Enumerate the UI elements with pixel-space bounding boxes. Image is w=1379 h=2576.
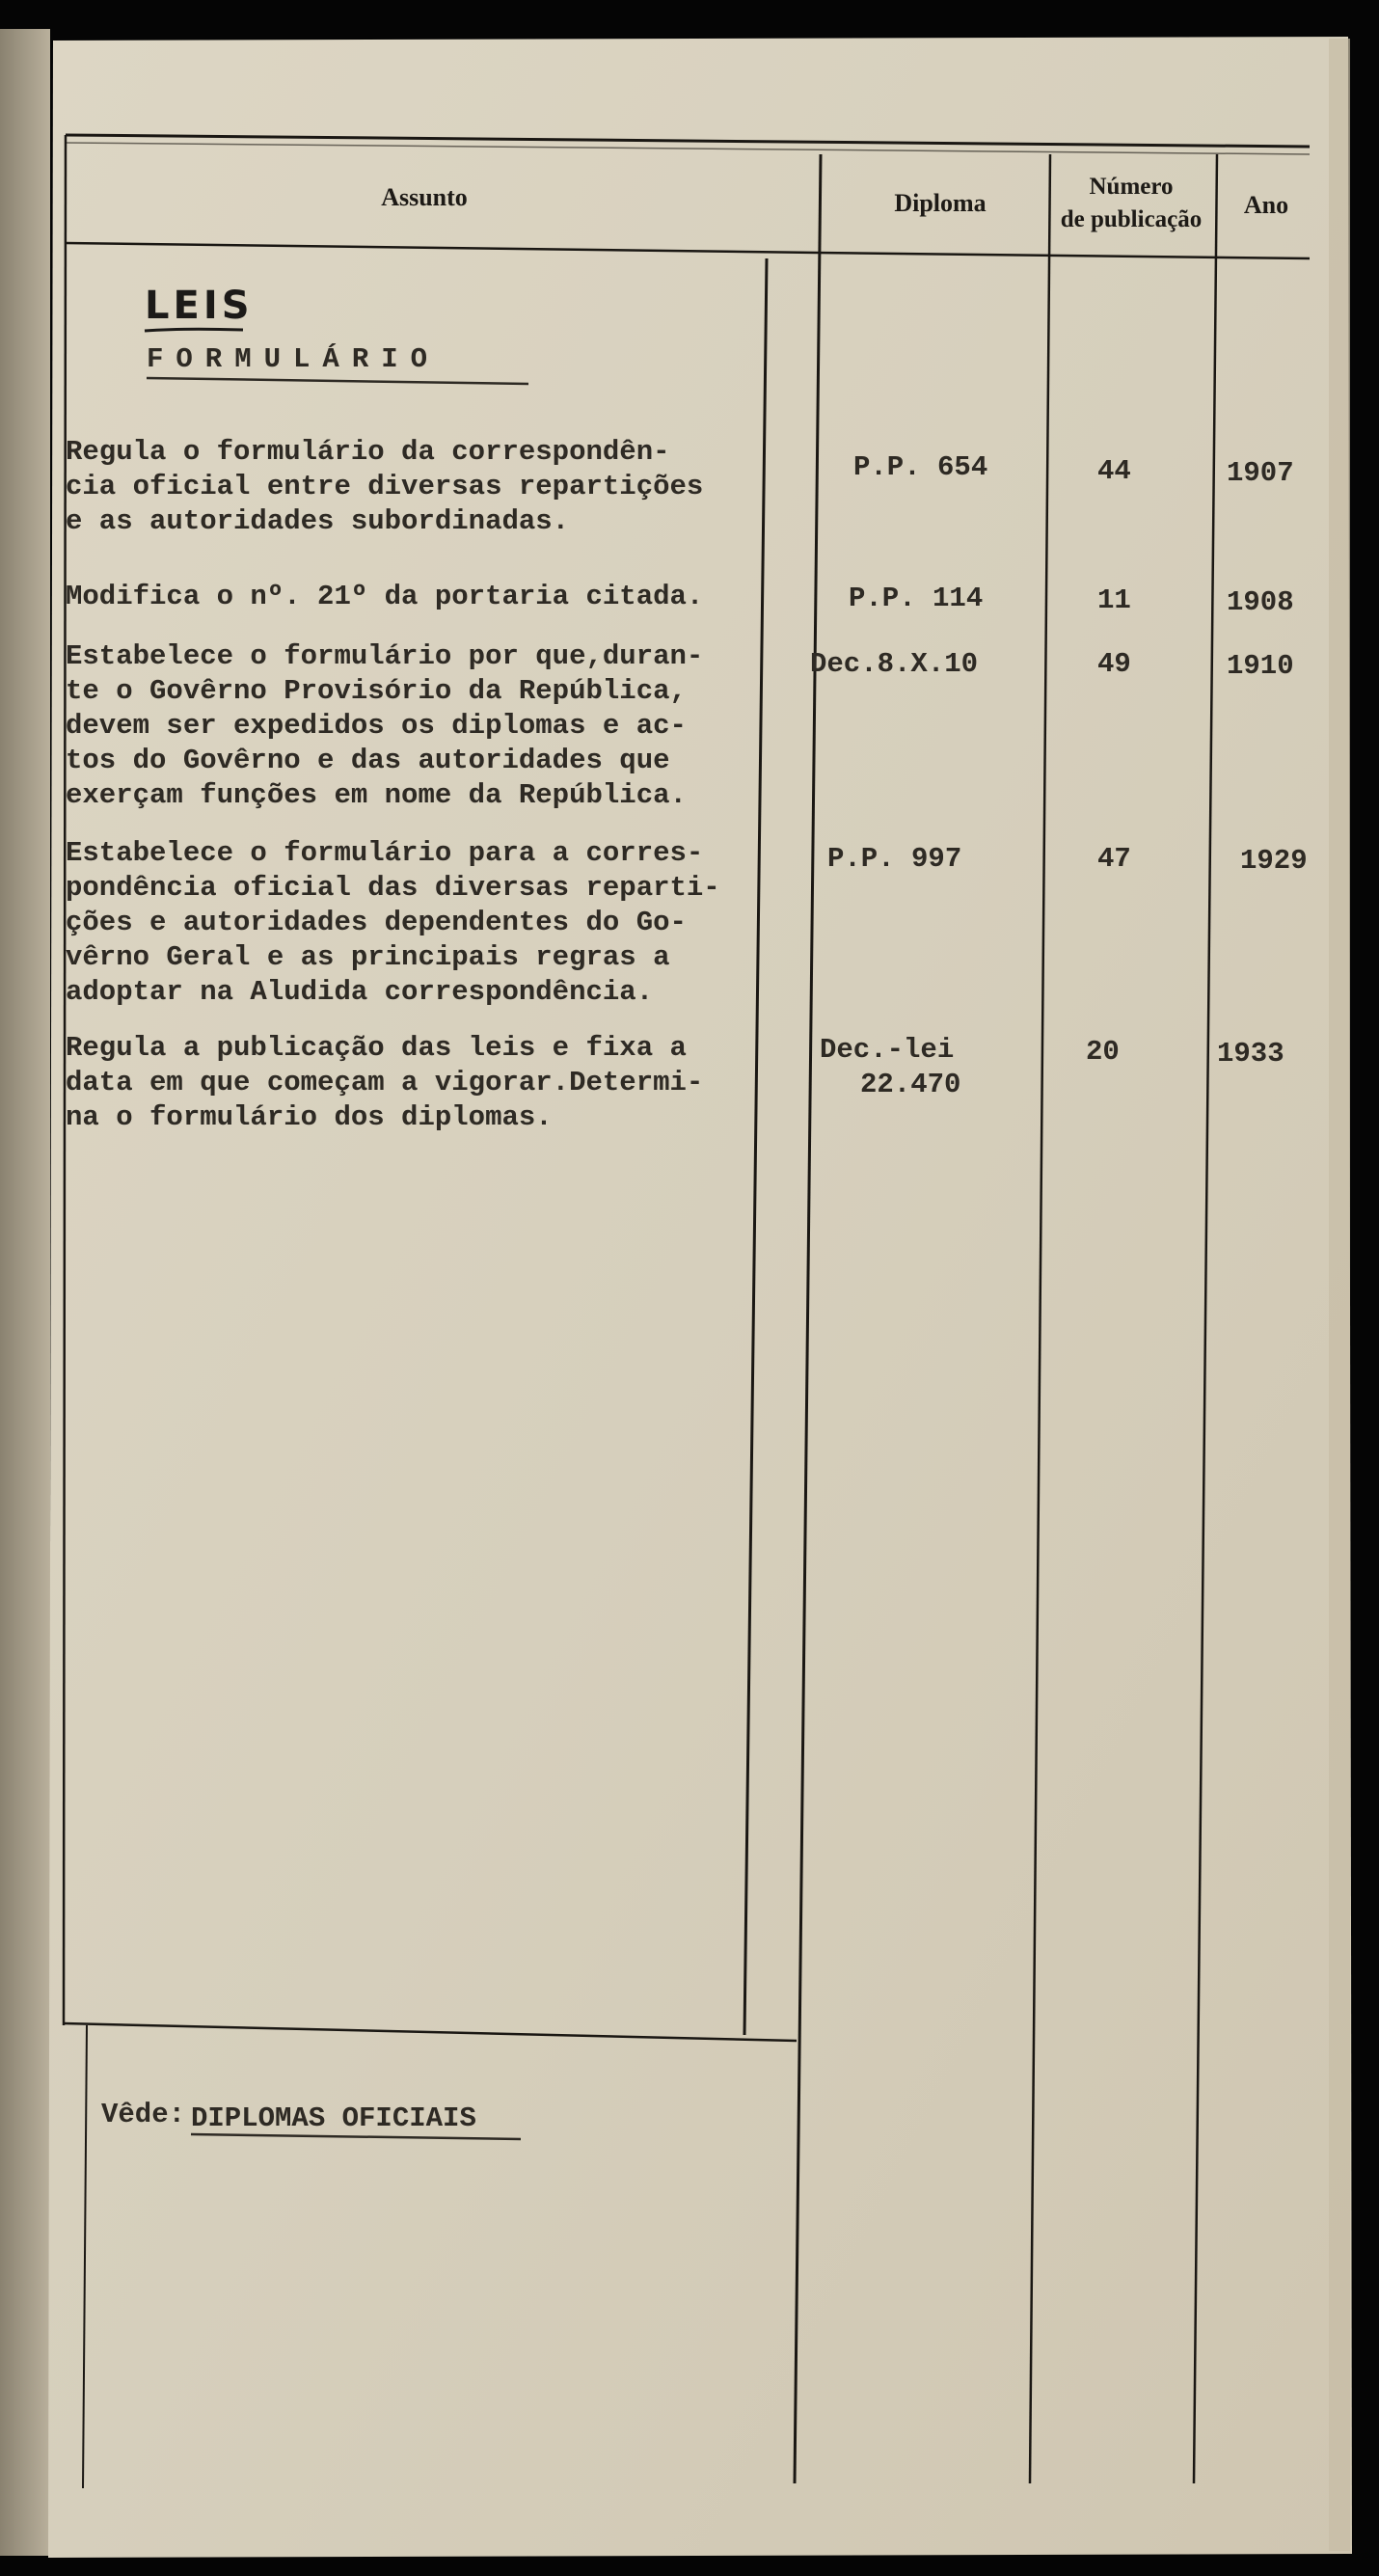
previous-page-edge xyxy=(0,29,50,2556)
entry-numero: 47 xyxy=(1097,843,1131,875)
entry-assunto-line: tos do Govêrno e das autoridades que xyxy=(66,745,670,776)
section-subheading: FORMULÁRIO xyxy=(147,343,441,375)
entry-ano: 1933 xyxy=(1217,1038,1284,1070)
section-heading: LEIS xyxy=(145,284,254,328)
entry-numero: 20 xyxy=(1086,1036,1120,1068)
header-assunto: Assunto xyxy=(381,183,468,211)
entry-diploma: P.P. 997 xyxy=(827,843,962,875)
entry-ano: 1907 xyxy=(1227,457,1294,489)
entry-assunto-line: vêrno Geral e as principais regras a xyxy=(66,941,670,973)
entry-assunto-line: devem ser expedidos os diplomas e ac- xyxy=(66,710,687,742)
entry-assunto-line: adoptar na Aludida correspondência. xyxy=(66,976,654,1008)
entry-numero: 49 xyxy=(1097,648,1131,680)
paper-right-edge xyxy=(1329,39,1350,2551)
entry-ano: 1908 xyxy=(1227,586,1294,618)
entry-assunto-line: exerçam funções em nome da República. xyxy=(66,779,687,811)
header-numero-line2: de publicação xyxy=(1060,206,1203,232)
entry-ano: 1929 xyxy=(1240,845,1308,877)
entry-assunto-line: te o Govêrno Provisório da República, xyxy=(66,675,687,707)
entry-assunto-line: na o formulário dos diplomas. xyxy=(66,1101,553,1133)
entry-diploma: 22.470 xyxy=(860,1069,961,1100)
entry-numero: 11 xyxy=(1097,584,1131,616)
entry-assunto-line: data em que começam a vigorar.Determi- xyxy=(66,1067,704,1098)
footer-label: Vêde: xyxy=(101,2099,186,2130)
entry-diploma: P.P. 654 xyxy=(853,451,988,483)
paper-sheet xyxy=(48,37,1352,2558)
header-ano: Ano xyxy=(1243,191,1289,219)
entry-assunto-line: cia oficial entre diversas repartições xyxy=(66,471,704,502)
entry-assunto-line: Estabelece o formulário por que,duran- xyxy=(66,640,704,672)
entry-assunto-line: Regula a publicação das leis e fixa a xyxy=(66,1032,687,1064)
entry-numero: 44 xyxy=(1097,455,1131,487)
entry-assunto-line: Modifica o nº. 21º da portaria citada. xyxy=(66,581,704,612)
entry-assunto-line: Estabelece o formulário para a corres- xyxy=(66,837,704,869)
entry-ano: 1910 xyxy=(1227,650,1294,682)
entry-diploma: Dec.-lei xyxy=(820,1034,955,1066)
entry-assunto-line: pondência oficial das diversas reparti- xyxy=(66,872,720,904)
entry-assunto-line: e as autoridades subordinadas. xyxy=(66,505,570,537)
footer-reference: DIPLOMAS OFICIAIS xyxy=(191,2102,476,2134)
entry-diploma: Dec.8.X.10 xyxy=(810,648,979,680)
entry-diploma: P.P. 114 xyxy=(849,583,984,614)
entry-assunto-line: Regula o formulário da correspondên- xyxy=(66,436,670,468)
header-numero-line1: Número xyxy=(1089,174,1174,200)
entry-assunto-line: ções e autoridades dependentes do Go- xyxy=(66,907,687,938)
header-diploma: Diploma xyxy=(894,189,987,217)
